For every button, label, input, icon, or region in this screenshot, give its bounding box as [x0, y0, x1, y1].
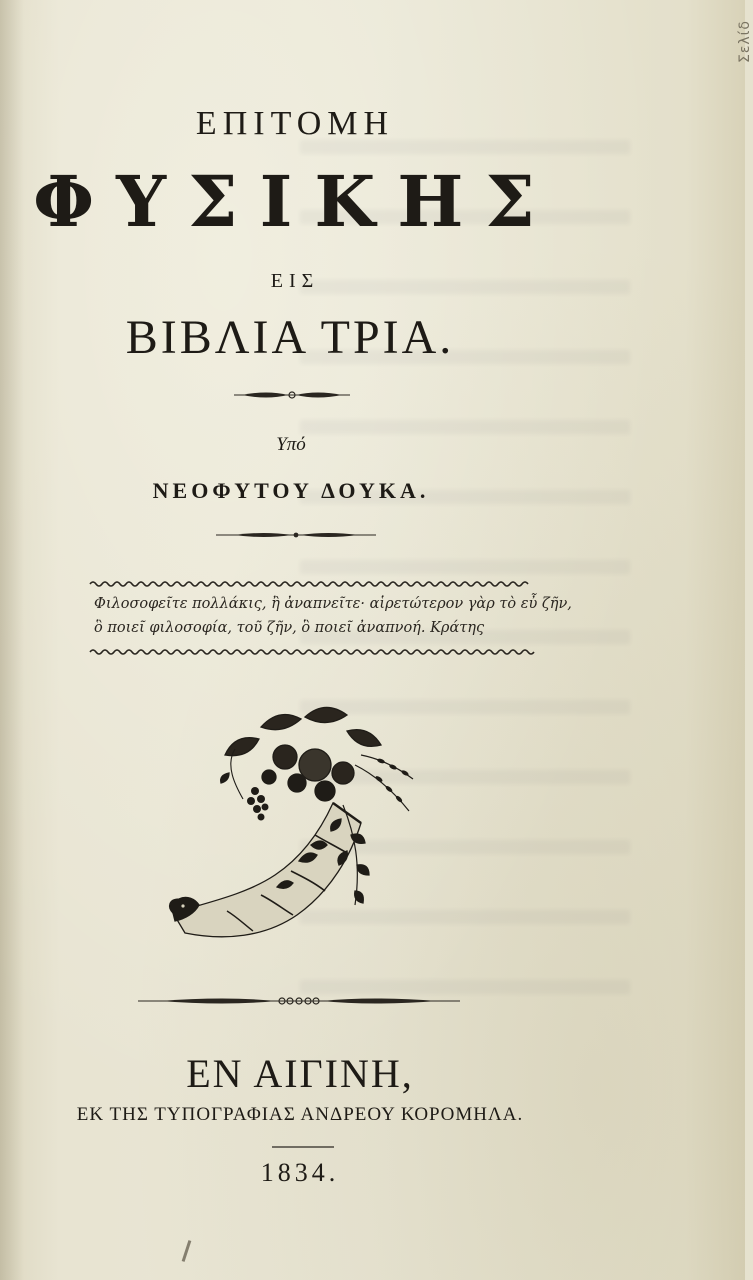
title-line-fysikis: ΦΥΣΙΚΗΣ — [33, 160, 557, 243]
imprint-place: ΕΝ ΑΙΓΙΝΗ, — [186, 1051, 414, 1096]
ornamental-rule-1 — [232, 388, 352, 402]
epigraph — [90, 580, 572, 660]
imprint-printer: ΕΚ ΤΗΣ ΤΥΠΟΓΡΑΦΙΑΣ ΑΝΔΡΕΟΥ ΚΟΡΟΜΗΛΑ. — [76, 1104, 524, 1125]
title-line-biblia: ΒΙΒΛΙΑ ΤΡΙΑ. — [125, 311, 455, 364]
byline-prefix: Υπό — [276, 434, 306, 455]
ornamental-rule-3 — [136, 994, 462, 1008]
ornamental-rule-2 — [214, 529, 378, 541]
title-line-eis: ΕΙΣ — [270, 270, 320, 292]
author-name: ΝΕΟΦΥΤΟΥ ΔΟΥΚΑ. — [152, 478, 430, 503]
ink-smudge — [182, 1240, 192, 1262]
title-line-epitome: ΕΠΙΤΟΜΗ — [195, 105, 395, 142]
imprint-year: 1834. — [260, 1158, 340, 1187]
epigraph-line-1: Φιλοσοφεῖτε πολλάκις, ἢ ἀναπνεῖτε· αἱρετώτερον γὰρ τὸ εὖ ζῆν, — [94, 596, 572, 612]
wavy-border-bottom — [90, 648, 552, 656]
wavy-border-top — [90, 580, 552, 588]
epigraph-line-2: ὃ ποιεῖ φιλοσοφία, τοῦ ζῆν, ὃ ποιεῖ ἀναπνοή. Κράτης — [94, 620, 485, 636]
ornamental-rule-4 — [270, 1144, 336, 1150]
cornucopia-ornament-icon — [165, 695, 420, 945]
corner-page-mark: Σελίδ — [737, 20, 753, 64]
